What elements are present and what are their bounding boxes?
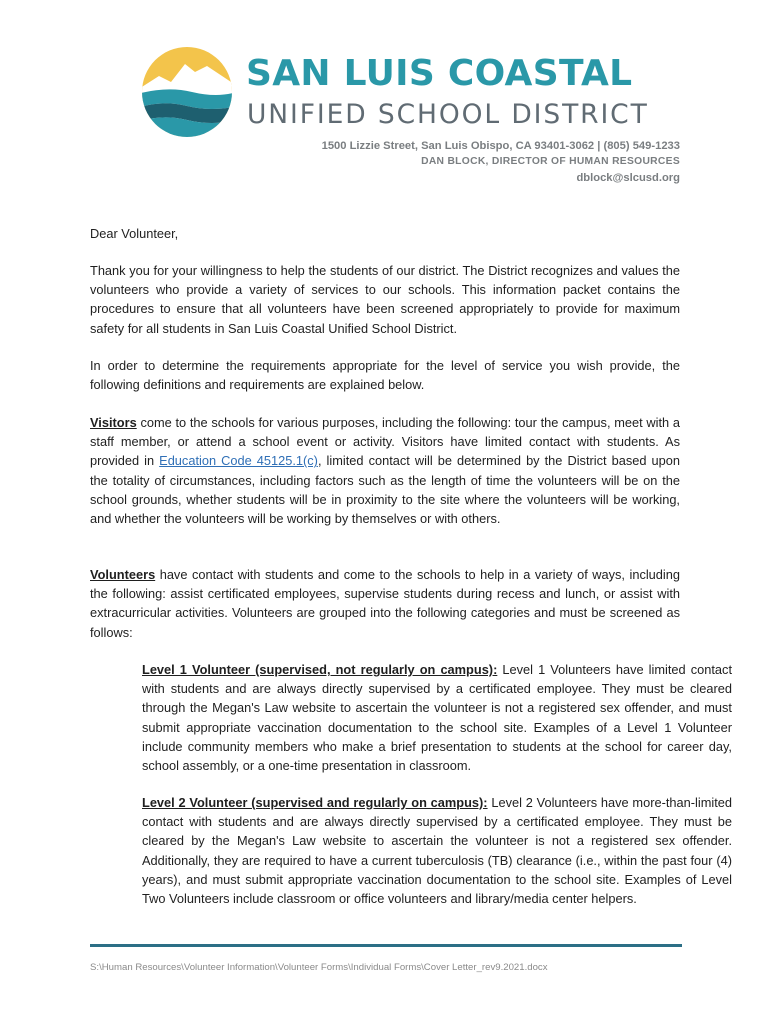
level1-paragraph: [142, 660, 732, 775]
visitors-paragraph: [90, 413, 680, 528]
salutation: Dear Volunteer,: [90, 226, 179, 241]
visitors-term: Visitors: [90, 415, 137, 430]
footer-divider: [90, 944, 682, 947]
level2-text: Level 2 Volunteers have more-than-limited contact with students and are always directly supervised by a certificated employee. They must be cleared by the Megan's Law website to ascertain the volunteer is not a registered sex offender. Additionally, they are required to have a current tuberculosis (TB) clearance (i.e., within the past four (4) years), and must submit appropriate vaccination documentation to the school site. Examples of Level Two Volunteers include classroom or office volunteers and library/media center helpers.: [142, 795, 732, 907]
mountain-sun-waves-logo-icon: [137, 46, 237, 138]
volunteers-paragraph: [90, 565, 680, 642]
visitors-text-2: , limited contact will be determined by the District based upon the totality of circumstances, including factors such as the length of time the volunteers will be on the school grounds, whether students will be in proximity to the site where the volunteers will be working, and whether the volunteers will be working by themselves or with others.: [90, 453, 680, 527]
visitors-text-1: come to the schools for various purposes, including the following: tour the campus, meet with a staff member, or attend a school event or activity. Visitors have limited contact with students. As provided in: [90, 415, 680, 469]
level1-text: Level 1 Volunteers have limited contact with students and are always directly supervised by a certificated employee. They must be cleared through the Megan's Law website to ascertain the volunteer is not a registered sex offender, and must submit appropriate vaccination documentation to the school site. Examples of a Level 1 Volunteer include community members who make a brief presentation to students at the school for career day, school assembly, or a one-time presentation in classroom.: [142, 662, 732, 774]
volunteers-text: have contact with students and come to the schools to help in a variety of ways, including the following: assist certificated employees, supervise students during recess and lunch, or assist with extracurricular activities. Volunteers are grouped into the following categories and must be screened as follows:: [90, 567, 680, 640]
volunteers-term: Volunteers: [90, 567, 156, 582]
level2-paragraph: [142, 793, 732, 908]
education-code-link[interactable]: Education Code 45125.1(c): [159, 453, 318, 469]
intro-paragraph: Thank you for your willingness to help the students of our district. The District recognizes and values the volunteers who provide a variety of services to our schools. This information packet contains the procedures to ensure that all volunteers have been screened appropriately to provide for maximum safety for all students in San Luis Coastal Unified School District.: [90, 263, 680, 336]
district-subtitle: UNIFIED SCHOOL DISTRICT: [247, 99, 649, 130]
level2-heading: Level 2 Volunteer (supervised and regularly on campus):: [142, 795, 488, 810]
contact-email[interactable]: dblock@slcusd.org: [576, 172, 680, 184]
file-path-footer: S:\Human Resources\Volunteer Information\Volunteer Forms\Individual Forms\Cover Letter_rev9.2021.docx: [90, 962, 548, 973]
district-name: SAN LUIS COASTAL: [246, 53, 633, 94]
address-line: 1500 Lizzie Street, San Luis Obispo, CA 93401-3062 | (805) 549-1233: [321, 140, 680, 152]
level1-heading: Level 1 Volunteer (supervised, not regularly on campus):: [142, 662, 498, 677]
requirements-paragraph: In order to determine the requirements appropriate for the level of service you wish provide, the following definitions and requirements are explained below.: [90, 358, 680, 393]
contact-name: DAN BLOCK, DIRECTOR OF HUMAN RESOURCES: [421, 156, 680, 167]
